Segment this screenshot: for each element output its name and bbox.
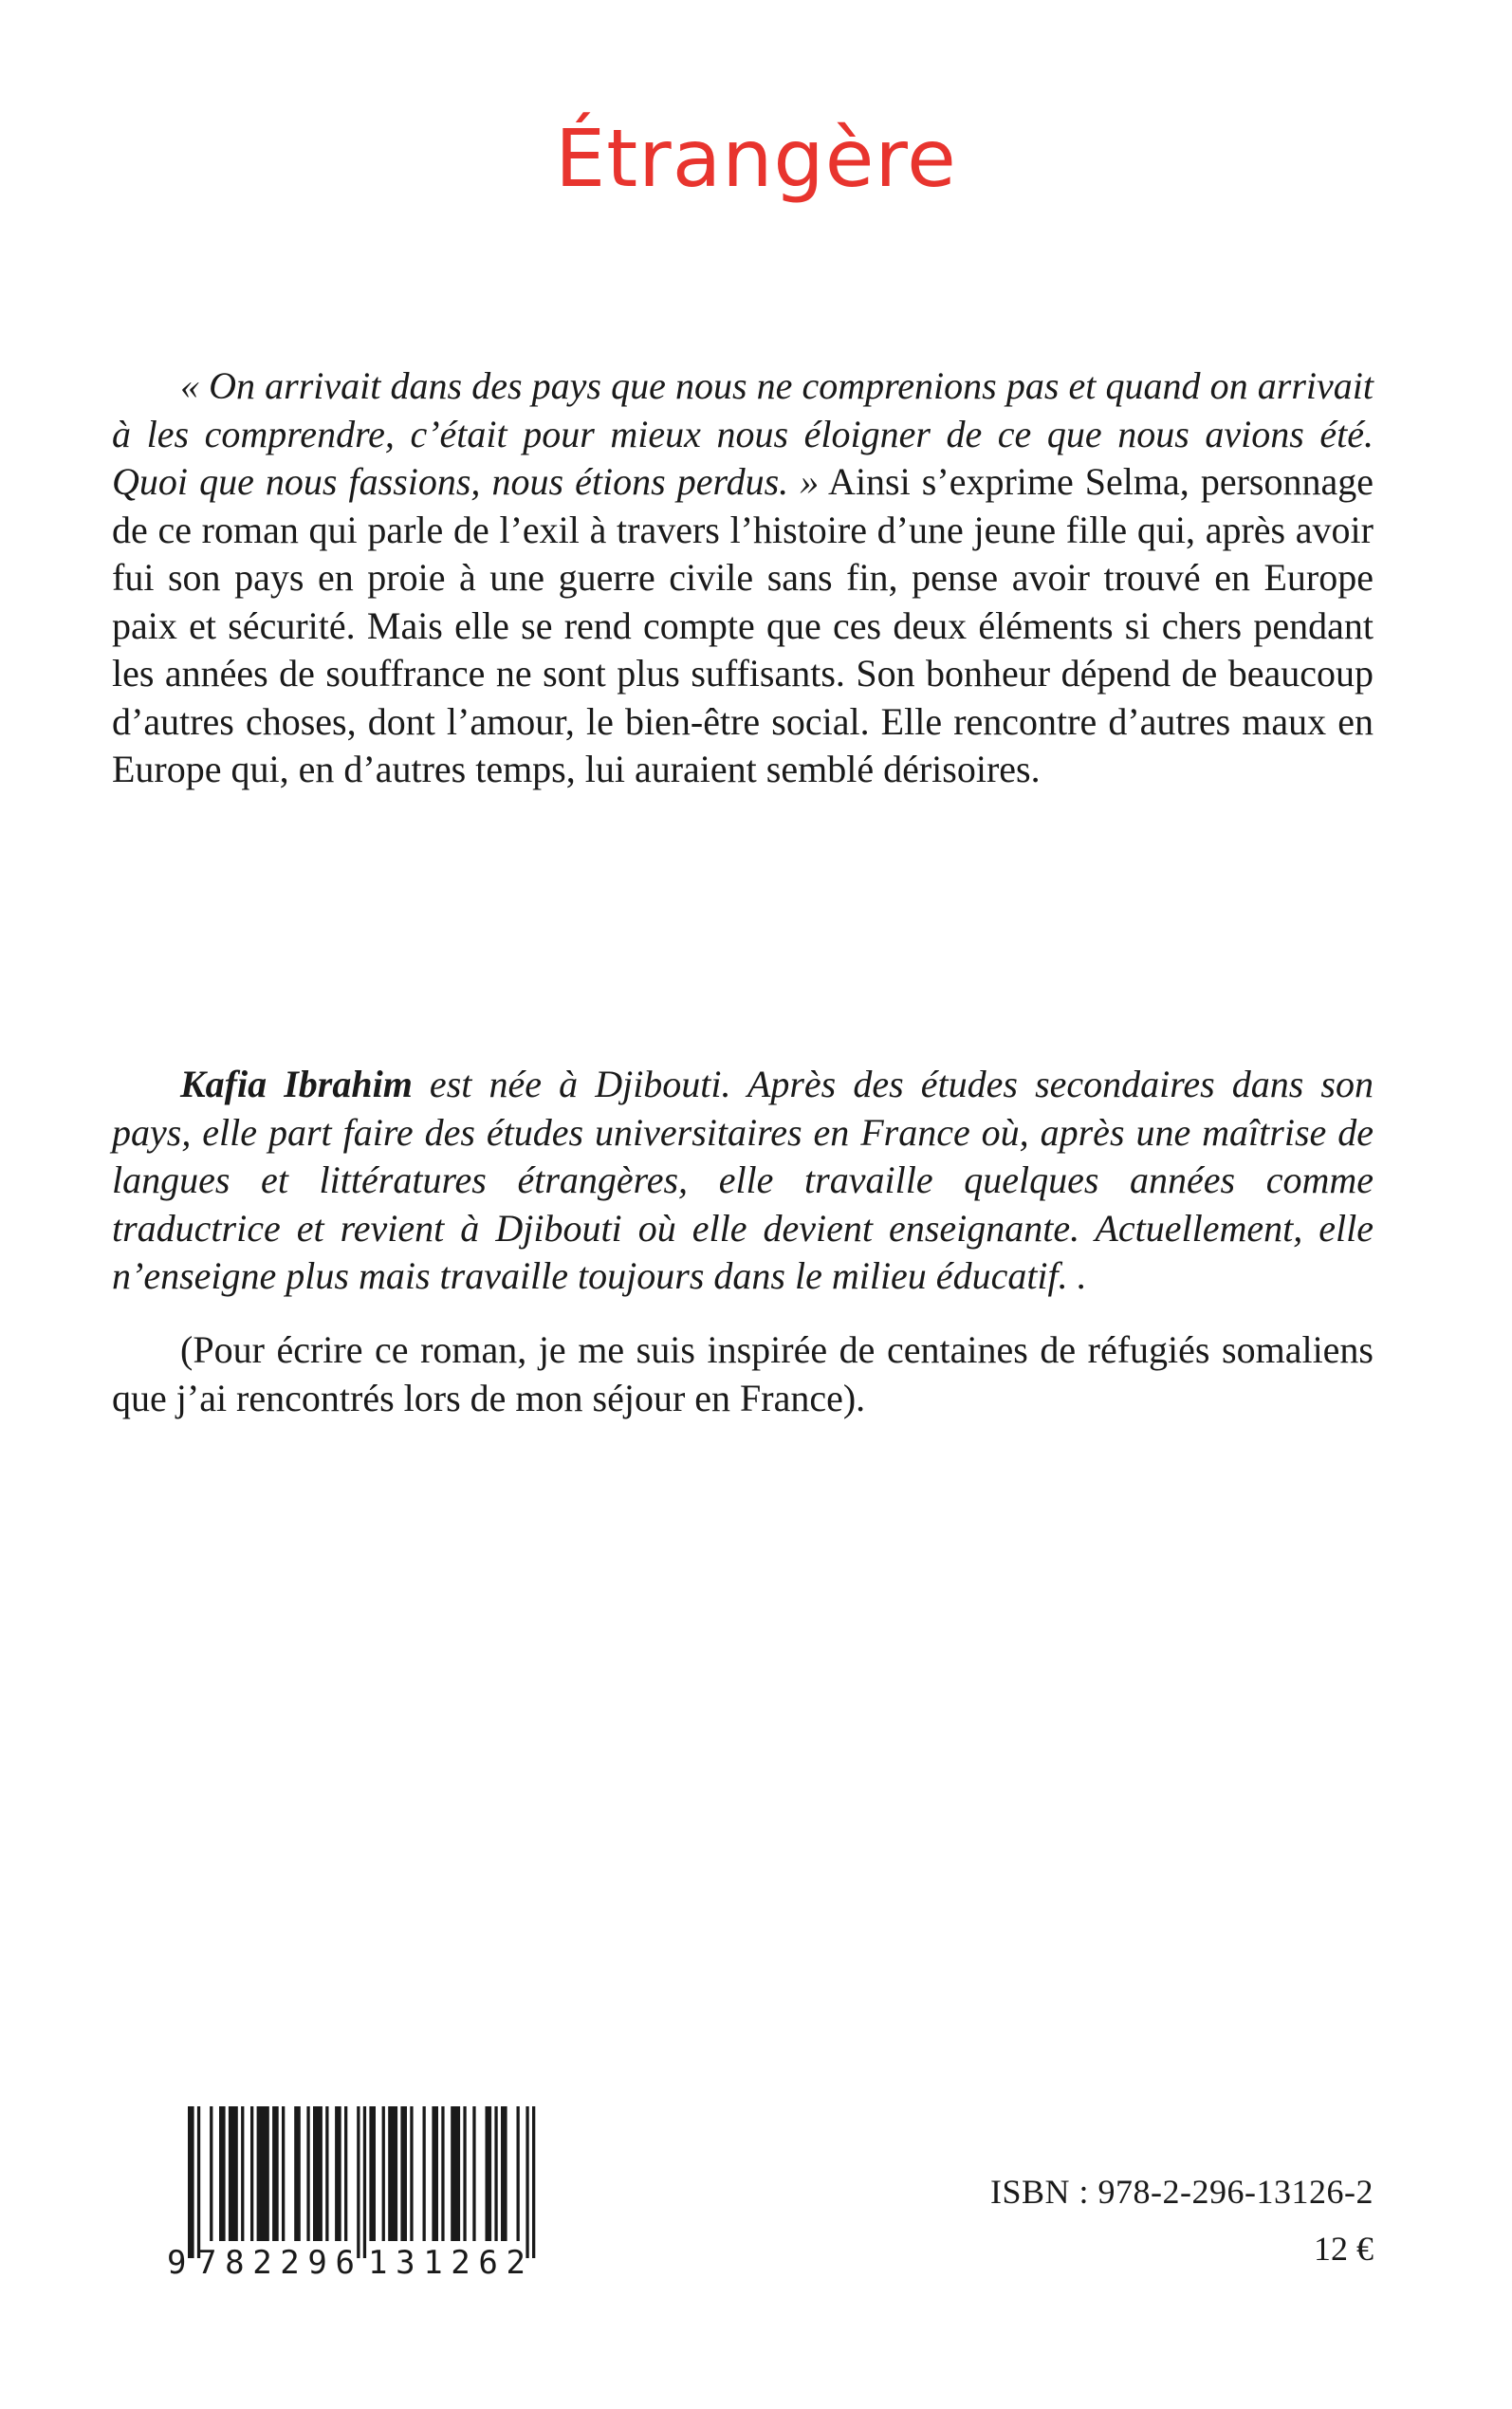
barcode-bars xyxy=(188,2106,535,2258)
barcode-bar xyxy=(486,2106,492,2241)
barcode-digits-right: 131262 xyxy=(368,2244,526,2279)
barcode-bar xyxy=(335,2106,341,2241)
isbn-text: ISBN : 978-2-296-13126-2 xyxy=(990,2173,1374,2211)
barcode-bar xyxy=(388,2106,397,2241)
barcode-bar xyxy=(344,2106,347,2241)
summary-paragraph xyxy=(112,362,1374,794)
summary-quote: « On arrivait dans des pays que nous ne comprenions pas et quand on arrivait à les comprendre, c’était pour mieux nous éloigner de ce que nous avions été. Quoi que nous fassions, nous étions perdus. » xyxy=(112,364,1374,503)
barcode-bar xyxy=(369,2106,376,2241)
barcode-bar xyxy=(410,2106,413,2241)
barcode-bar xyxy=(257,2106,269,2241)
price-text: 12 € xyxy=(1314,2230,1374,2268)
barcode-bar xyxy=(306,2106,309,2241)
barcode-bar xyxy=(210,2106,212,2241)
barcode-bar xyxy=(423,2106,426,2241)
author-bio: est née à Djibouti. Après des études secondaires dans son pays, elle part faire des études universitaires en France où, après une maîtrise de langues et littératures étrangères, elle travaille quelques années comme traductrice et revient à Djibouti où elle devient enseignante. Actuellement, elle n’enseigne plus mais travaille toujours dans le milieu éducatif. . xyxy=(112,1063,1374,1297)
author-name: Kafia Ibrahim xyxy=(180,1063,413,1105)
barcode-bar xyxy=(472,2106,475,2241)
barcode-bar xyxy=(517,2106,520,2241)
barcode-digits-left: 782296 xyxy=(197,2244,355,2279)
barcode-bar xyxy=(441,2106,444,2241)
barcode-bar xyxy=(363,2106,366,2258)
barcode-bar xyxy=(494,2106,497,2241)
author-bio-paragraph xyxy=(112,1061,1374,1301)
barcode-bar xyxy=(219,2106,226,2241)
author-note: (Pour écrire ce roman, je me suis inspirée de centaines de réfugiés somaliens que j’ai rencontrés lors de mon séjour en France). xyxy=(112,1328,1374,1419)
barcode-bar xyxy=(188,2106,194,2258)
barcode-bar xyxy=(282,2106,285,2241)
barcode-bar xyxy=(532,2106,535,2258)
barcode-bar xyxy=(451,2106,460,2241)
barcode-bar xyxy=(382,2106,385,2241)
barcode-bar xyxy=(400,2106,407,2241)
book-title: Étrangère xyxy=(555,112,957,205)
barcode-bar xyxy=(501,2106,507,2241)
barcode-bar xyxy=(463,2106,466,2241)
barcode-bar xyxy=(294,2106,301,2241)
barcode-bar xyxy=(432,2106,438,2241)
barcode-bar xyxy=(526,2106,528,2258)
summary-text: Ainsi s’exprime Selma, personnage de ce roman qui parle de l’exil à travers l’histoire d’une jeune fille qui, après avoir fui son pays en proie à une guerre civile sans fin, pense avoir trouvé en Europe paix et sécurité. Mais elle se rend compte que ces deux éléments si chers pendant les années de souffrance ne sont plus suffisants. Son bonheur dépend de beaucoup d’autres choses, dont l’amour, le bien-être social. Elle rencontre d’autres maux en Europe qui, en d’autres temps, lui auraient semblé dérisoires. xyxy=(112,460,1374,790)
barcode-bar xyxy=(250,2106,253,2241)
barcode-digit-prefix: 9 xyxy=(167,2244,187,2279)
isbn-barcode xyxy=(163,2106,543,2279)
barcode-bar xyxy=(325,2106,328,2241)
barcode-bar xyxy=(357,2106,360,2258)
barcode-bar xyxy=(272,2106,279,2241)
barcode-bar xyxy=(313,2106,323,2241)
barcode-bar xyxy=(241,2106,244,2241)
barcode-bar xyxy=(197,2106,200,2258)
barcode-bar xyxy=(229,2106,238,2241)
